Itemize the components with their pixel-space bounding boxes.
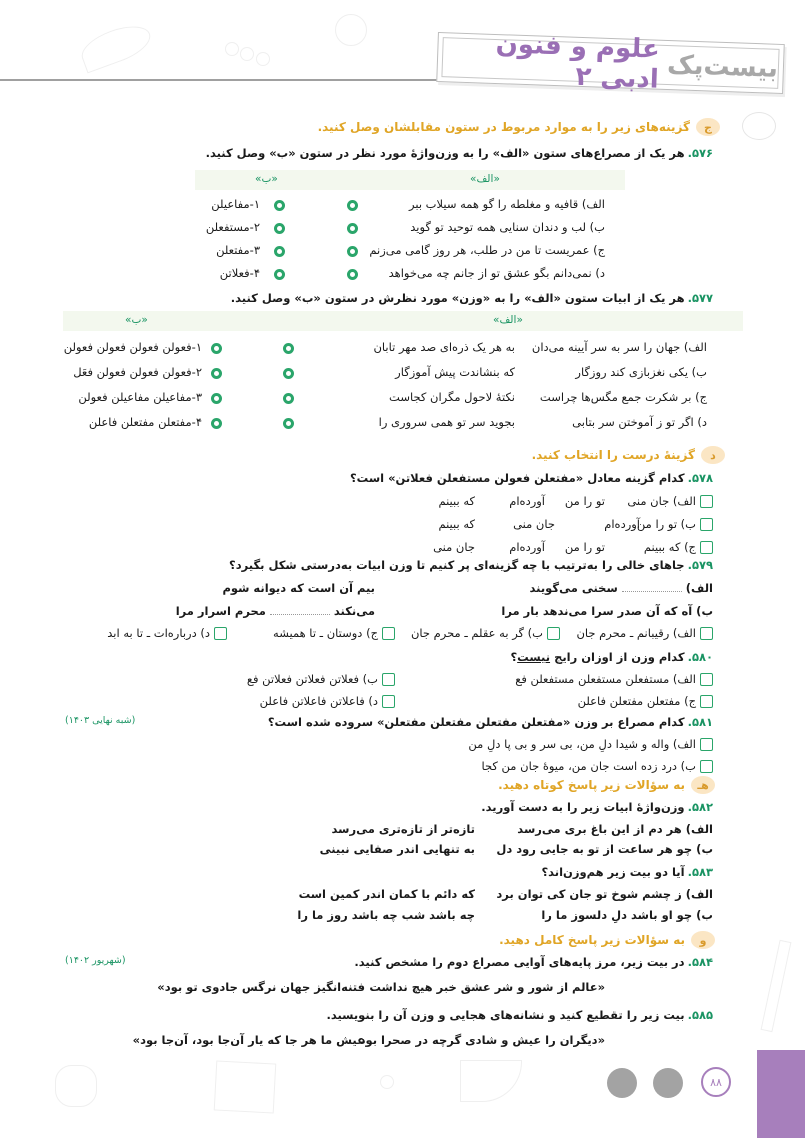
option-label: ج) مفتعلن مفتعلن فاعلن [577,694,696,708]
question-number: ۵۸۱. [687,715,713,729]
option-part: جان منی [513,517,555,531]
option-label: الف) واله و شیدا دلِ من، بی سر و بی پا دلِ من [468,737,696,751]
matching-right-item: ۳-مفاعیلن مفاعیلن فعولن [78,390,202,404]
matching-left-item: ج) عمریست تا من در طلب، هر روز گامی می‌زنم [369,243,605,257]
section-badge: د [701,446,725,464]
option-579-a[interactable] [576,626,713,640]
question-number: ۵۷۷. [687,291,713,305]
option-578-c[interactable] [644,540,713,554]
checkbox[interactable] [547,627,560,640]
connector-dot[interactable] [274,269,285,280]
section-title: به سؤالات زیر پاسخ کامل دهید. [499,933,685,947]
section-title: به سؤالات زیر پاسخ کوتاه دهید. [498,778,685,792]
column-b-header: «ب» [255,173,278,185]
verse-first-hemistich: الف) ز چشم شوخ تو جان کی توان برد [496,887,713,901]
question-emphasis: نیست [517,650,551,664]
verse-first-hemistich: «عالم از شور و شر عشق خبر هیچ نداشت [369,980,605,994]
question-text: ؟ [510,650,518,664]
verse-second-hemistich: فتنه‌انگیز جهان نرگس جادوی تو بود» [157,980,365,994]
page-number: ۸۸ [701,1067,731,1097]
option-581-b[interactable] [482,759,714,773]
verse-579-a [530,581,713,595]
option-578-a[interactable] [627,494,713,508]
coin-icon [225,42,239,56]
option-part: که ببینم [438,517,475,531]
verse-second-hemistich: تازه‌تر از تازه‌تری می‌رسد [331,822,475,836]
question-text: وزن‌واژهٔ ابیات زیر را به دست آورید. [481,800,685,814]
verse-first-hemistich: د) اگر تو ز آموختن سر بتابی [572,415,707,429]
verse-second-hemistich: چه باشد شب چه باشد روز ما را [297,908,475,922]
checkbox[interactable] [214,627,227,640]
section-badge: ج [696,118,720,136]
option-label: ب) گر به عقلم ـ محرم جان [410,626,543,640]
option-part: جان منی [433,540,475,554]
option-part: ب) تو را من [636,517,696,531]
connector-dot[interactable] [283,418,294,429]
connector-dot[interactable] [347,200,358,211]
feather-icon [77,19,156,74]
question-text: هر یک از مصراع‌های ستون «الف» را به وزن‌واژهٔ مورد نظر در ستون «ب» وصل کنید. [205,146,685,160]
question-number: ۵۸۵. [687,1008,713,1022]
question-578 [350,471,713,485]
question-582 [481,800,713,814]
option-label: الف) رقیبانم ـ محرم جان [576,626,696,640]
verse-first-hemistich: ب) چو او باشد دلِ دلسوز ما را [541,908,713,922]
option-578-b[interactable] [637,517,713,531]
option-part: که ببینم [438,494,475,508]
connector-dot[interactable] [211,418,222,429]
option-part: تو را من [564,540,605,554]
verse-first-hemistich: ب) چو هر ساعت از تو به جایی رود دل [496,842,713,856]
checkbox[interactable] [700,760,713,773]
verse-text: ب) آه که آن صدر سرا می‌ندهد بار مرا [501,604,713,618]
chapter-tab [757,1050,805,1138]
question-text: جاهای خالی را به‌ترتیب با چه گزینه‌ای پر کنیم تا وزن ابیات به‌درستی شکل بگیرد؟ [229,558,685,572]
connector-dot[interactable] [347,246,358,257]
connector-dot[interactable] [283,343,294,354]
section-badge: هـ [691,776,715,794]
series-title: بیست‌پک [666,49,779,84]
blank[interactable] [270,614,330,615]
matching-right-item: ۲-فعولن فعولن فعولن فعَل [73,365,202,379]
section-header-v [499,931,715,949]
verse-second-hemistich: بجوید سر تو همی سروری را [378,415,515,429]
checkbox[interactable] [382,695,395,708]
column-a-header: «الف» [470,173,500,185]
question-number: ۵۷۹. [687,558,713,572]
book-title-banner [436,28,785,95]
magnifier-icon [335,14,367,46]
connector-dot[interactable] [347,223,358,234]
section-header-j [318,118,720,136]
connector-dot[interactable] [274,246,285,257]
question-number: ۵۷۶. [687,146,713,160]
verse-first-hemistich: الف) جهان را سر به سر آیینه می‌دان [531,340,707,354]
matching-right-item: ۴-فعلاتن [219,266,260,280]
question-581 [268,715,713,729]
option-579-d[interactable] [107,626,227,640]
question-text: در بیت زیر، مرز پایه‌های آوایی مصراع دوم را مشخص کنید. [354,955,685,969]
checkbox[interactable] [700,738,713,751]
option-label: الف) مستفعلن مستفعلن مستفعلن فع [515,672,696,686]
checkbox[interactable] [700,695,713,708]
verse-text: می‌نکند [333,604,375,618]
option-580-a[interactable] [515,672,713,686]
question-583 [541,865,713,879]
verse-second-hemistich: به هر یک ذره‌ای صد مهر تابان [373,340,515,354]
section-header-h [498,776,715,794]
question-text: هر یک از ابیات ستون «الف» را به «وزن» مورد نظرش در ستون «ب» وصل کنید. [230,291,685,305]
coin-icon [256,52,270,66]
section-title: گزینهٔ درست را انتخاب کنید. [531,448,695,462]
chest-icon [214,1060,277,1113]
question-584 [354,955,713,969]
verse-label: الف) [685,581,713,595]
matching-table-header [195,170,625,190]
question-source: (شبه نهایی ۱۴۰۳) [65,715,136,726]
verse-second-hemistich: نکتهٔ لاحول مگران کجاست [389,390,515,404]
matching-right-item: ۱-مفاعیلن [211,197,260,211]
column-b-header: «ب» [125,314,148,326]
bird-icon [460,1060,522,1102]
page-nav-dot [653,1068,683,1098]
book-title: علوم و فنون ادبی ۲ [495,28,661,95]
option-part: الف) جان منی [627,494,696,508]
question-number: ۵۸۰. [687,650,713,664]
option-part: آورده‌ام [604,517,640,531]
matching-left-item: الف) قافیه و مغلطه را گو همه سیلاب ببر [409,197,605,211]
connector-dot[interactable] [211,343,222,354]
verse-text: محرم اسرار مرا [175,604,266,618]
matching-right-item: ۱-فعولن فعولن فعولن فعولن [63,340,202,354]
verse-first-hemistich: الف) هر دم از این باغ بری می‌رسد [517,822,713,836]
option-580-c[interactable] [578,694,713,708]
blank[interactable] [622,591,682,592]
matching-right-item: ۴-مفتعلن مفتعلن فاعلن [88,415,202,429]
connector-dot[interactable] [274,223,285,234]
question-585 [326,1008,713,1022]
option-part: تو را من [564,494,605,508]
option-label: د) فاعلاتن فاعلاتن فاعلن [259,694,378,708]
checkbox[interactable] [382,627,395,640]
question-number: ۵۸۳. [687,865,713,879]
question-source: (شهریور ۱۴۰۲) [65,955,126,966]
question-text: کدام مصراع بر وزن «مفتعلن مفتعلن مفتعلن مفتعلن» سروده شده است؟ [267,715,685,729]
flower-icon [55,1065,97,1107]
option-579-b[interactable] [411,626,560,640]
verse-first-hemistich: ج) بر شکرت جمع مگس‌ها چراست [539,390,707,404]
verse-first-hemistich: ب) یکی نغزبازی کند روزگار [575,365,707,379]
checkbox[interactable] [382,673,395,686]
section-badge: و [691,931,715,949]
verse-second-hemistich: که بنشاندت پیش آموزگار [395,365,515,379]
checkbox[interactable] [700,518,713,531]
question-576 [206,146,713,160]
coin-icon [240,47,254,61]
connector-dot[interactable] [283,393,294,404]
checkbox[interactable] [700,541,713,554]
option-580-b[interactable] [247,672,395,686]
column-a-header: «الف» [493,314,523,326]
question-text: کدام وزن از اوزان رایج [554,650,685,664]
section-title: گزینه‌های زیر را به موارد مربوط در ستون مقابلشان وصل کنید. [317,120,690,134]
matching-left-item: د) نمی‌دانم بگو عشق تو از جانم چه می‌خواهد [388,266,605,280]
checkbox[interactable] [700,627,713,640]
question-577 [231,291,713,305]
section-header-d [532,446,725,464]
verse-second-hemistich: عیش ما هر جا که یار آن‌جا بود، آن‌جا بود» [132,1033,365,1047]
matching-table-header [63,311,743,331]
verse-text: بیم آن است که دیوانه شوم [222,581,375,595]
question-number: ۵۷۸. [687,471,713,485]
header-rule [0,79,440,81]
question-579 [229,558,713,572]
page-nav-dot [607,1068,637,1098]
question-text: آیا دو بیت زیر هم‌وزن‌اند؟ [541,865,685,879]
question-number: ۵۸۲. [687,800,713,814]
checkbox[interactable] [700,673,713,686]
matching-right-item: ۲-مستفعلن [205,220,260,234]
connector-dot[interactable] [274,200,285,211]
connector-dot[interactable] [211,368,222,379]
question-number: ۵۸۴. [687,955,713,969]
option-part: ج) که ببینم [643,540,696,554]
question-580 [510,650,713,664]
pencil-icon [761,940,792,1032]
connector-dot[interactable] [211,393,222,404]
option-label: ب) درد زده است جان من، میوهٔ جان من کجا [481,759,696,773]
verse-second-hemistich: به تنهایی اندر صفایی نبینی [319,842,475,856]
verse-text: سخنی می‌گویند [529,581,618,595]
checkbox[interactable] [700,495,713,508]
verse-first-hemistich: «دیگران را عیش و شادی گرچه در صحرا بود [359,1033,605,1047]
verse-579-b-m2 [176,604,375,618]
question-text: کدام گزینه معادل «مفتعلن فعولن مستفعلن فعلاتن» است؟ [349,471,685,485]
option-581-a[interactable] [468,737,713,751]
option-label: ج) دوستان ـ تا همیشه [273,626,378,640]
question-text: بیت زیر را تقطیع کنید و نشانه‌های هجایی و وزن آن را بنویسید. [326,1008,685,1022]
option-part: آورده‌ام [509,540,545,554]
ornament-icon [380,1075,394,1089]
option-580-d[interactable] [260,694,395,708]
speech-bubble-icon [742,112,776,140]
option-part: آورده‌ام [509,494,545,508]
option-label: د) درباره‌ات ـ تا به ابد [107,626,210,640]
matching-left-item: ب) لب و دندان سنایی همه توحید تو گوید [410,220,605,234]
matching-right-item: ۳-مفتعلن [216,243,260,257]
verse-second-hemistich: که دائم با کمان اندر کمین است [298,887,475,901]
option-579-c[interactable] [273,626,395,640]
option-label: ب) فعلاتن فعلاتن فعلاتن فع [246,672,378,686]
connector-dot[interactable] [283,368,294,379]
connector-dot[interactable] [347,269,358,280]
